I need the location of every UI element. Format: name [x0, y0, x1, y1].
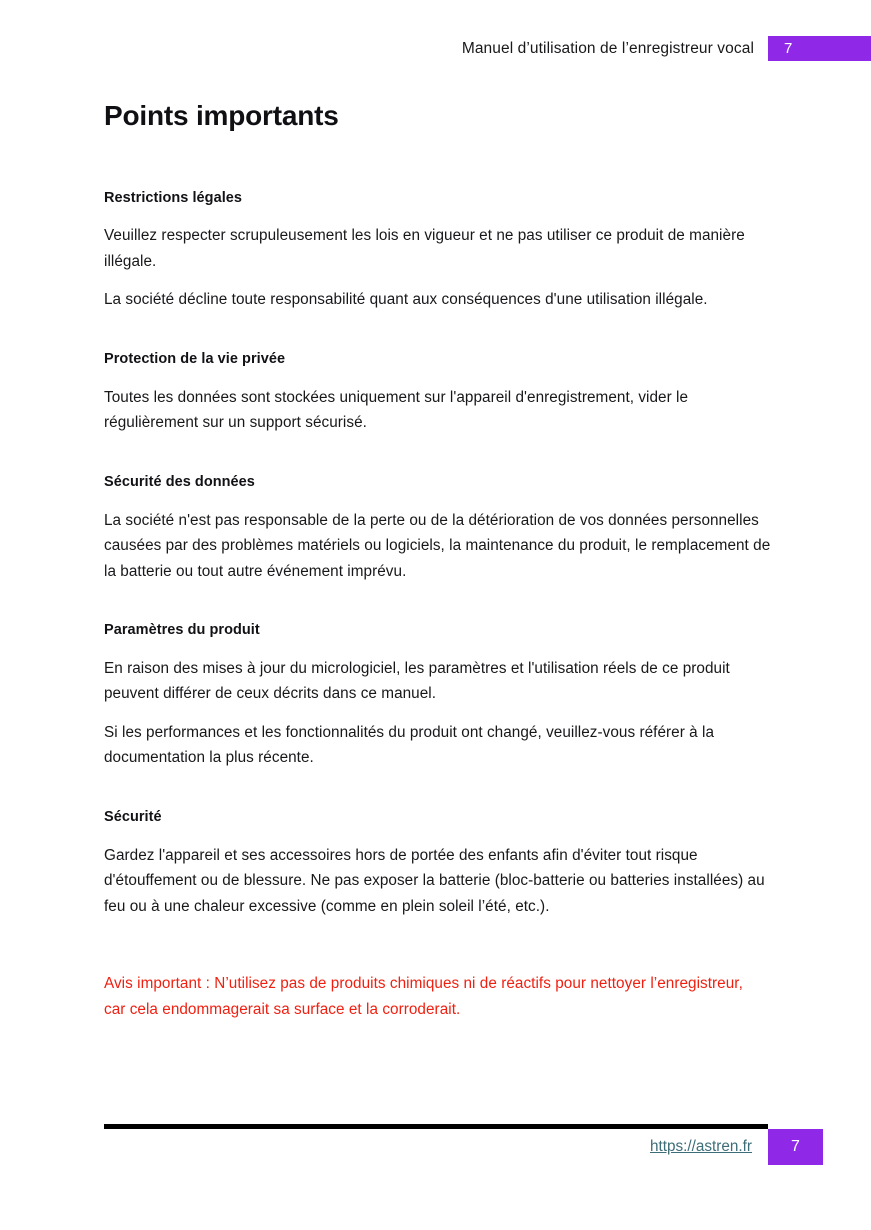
section-restrictions-legales — [104, 189, 772, 313]
page-title: Points importants — [104, 100, 339, 131]
section-paragraph: La société décline toute responsabilité quant aux conséquences d'une utilisation illégale. — [104, 291, 708, 309]
section-protection-vie-privee — [104, 350, 772, 436]
section-paragraph: Veuillez respecter scrupuleusement les lois en vigueur et ne pas utiliser ce produit de manière illégale. — [104, 227, 745, 270]
section-paragraph: La société n'est pas responsable de la perte ou de la détérioration de vos données personnelles causées par des problèmes matériels ou logiciels, la maintenance du produit, le remplacement de la batterie ou tout autre événement imprévu. — [104, 511, 771, 580]
section-paragraph: Toutes les données sont stockées uniquement sur l'appareil d'enregistrement, vider le régulièrement sur un support sécurisé. — [104, 388, 689, 432]
footer-page-number-badge: 7 — [768, 1129, 823, 1165]
section-heading: Protection de la vie privée — [104, 350, 286, 367]
section-heading: Restrictions légales — [104, 189, 242, 206]
section-parametres-du-produit — [104, 621, 772, 771]
important-notice-text: Avis important : N’utilisez pas de produits chimiques ni de réactifs pour nettoyer l’enregistreur, car cela endommagerait sa surface et la corroderait. — [104, 975, 743, 1018]
document-header — [0, 36, 871, 61]
section-securite-des-donnees — [104, 473, 772, 584]
section-paragraph: En raison des mises à jour du micrologiciel, les paramètres et l'utilisation réels de ce produit peuvent différer de ceux décrits dans ce manuel. — [104, 659, 730, 703]
section-heading: Sécurité des données — [104, 473, 255, 490]
footer-row — [0, 1129, 871, 1165]
section-heading: Sécurité — [104, 808, 162, 825]
header-page-number-badge: 7 — [768, 36, 871, 61]
section-paragraph: Gardez l'appareil et ses accessoires hors de portée des enfants afin d'éviter tout risque d'étouffement ou de blessure. Ne pas exposer la batterie (bloc-batterie ou batteries installées) au feu ou à une chaleur excessive (comme en plein soleil l’été, etc.). — [104, 846, 765, 915]
document-footer — [0, 1118, 871, 1230]
section-securite — [104, 808, 772, 919]
section-heading: Paramètres du produit — [104, 622, 260, 639]
section-paragraph: Si les performances et les fonctionnalités du produit ont changé, veuillez-vous référer à la documentation la plus récente. — [104, 723, 715, 767]
footer-website-link[interactable]: https://astren.fr — [649, 1138, 752, 1155]
document-content — [104, 99, 772, 1038]
header-manual-title: Manuel d’utilisation de l’enregistreur vocal — [461, 40, 754, 57]
